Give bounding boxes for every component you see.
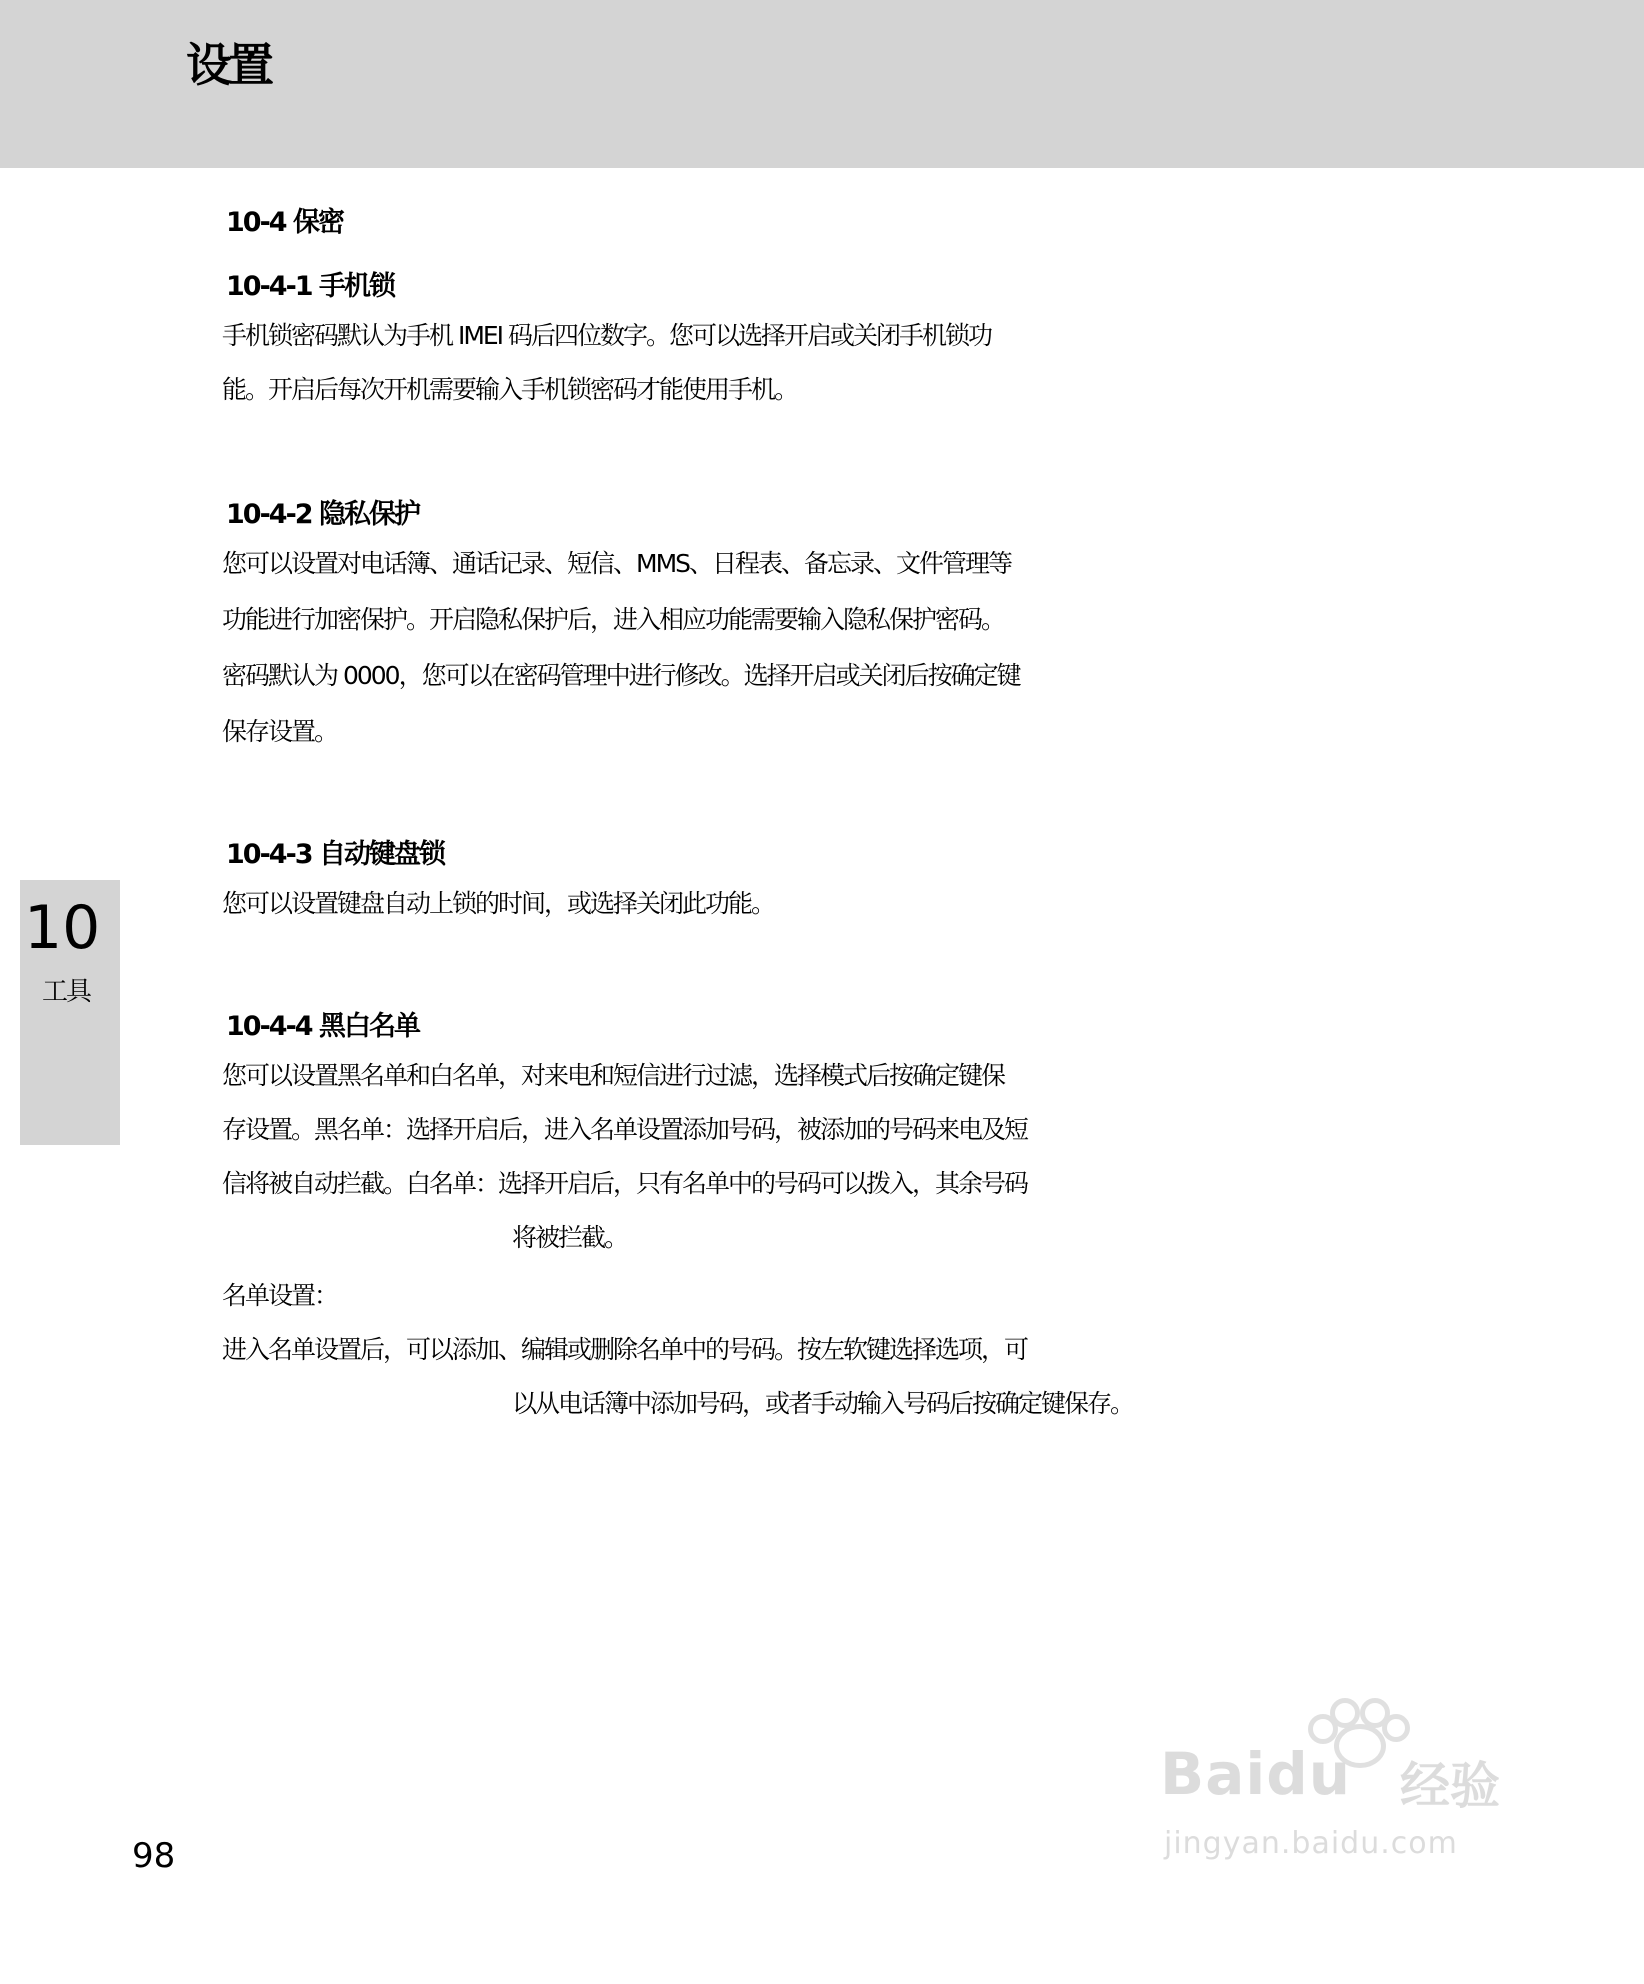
paragraph-line: 保存设置。 <box>222 717 338 746</box>
paragraph-line: 将被拦截。 <box>512 1223 628 1252</box>
paragraph-line: 功能进行加密保护。开启隐私保护后，进入相应功能需要输入隐私保护密码。 <box>222 605 1005 634</box>
watermark-cn-text: 经验 <box>1400 1757 1500 1815</box>
section-heading-10-4: 10-4 保密 <box>226 207 343 238</box>
chapter-number: 10 <box>24 893 101 963</box>
paragraph-line: 您可以设置对电话簿、通话记录、短信、MMS、日程表、备忘录、文件管理等 <box>222 549 1012 578</box>
paragraph-line: 存设置。黑名单：选择开启后，进入名单设置添加号码，被添加的号码来电及短 <box>222 1115 1028 1144</box>
paragraph-line: 手机锁密码默认为手机 IMEI 码后四位数字。您可以选择开启或关闭手机锁功 <box>222 321 992 350</box>
paragraph-line: 您可以设置键盘自动上锁的时间，或选择关闭此功能。 <box>222 889 775 918</box>
paragraph-line: 进入名单设置后，可以添加、编辑或删除名单中的号码。按左软键选择选项，可 <box>222 1335 1028 1364</box>
section-heading-10-4-4: 10-4-4 黑白名单 <box>226 1011 419 1042</box>
page-number: 98 <box>132 1836 176 1876</box>
watermark-logo: Baidu <box>1160 1740 1352 1808</box>
paragraph-line: 以从电话簿中添加号码，或者手动输入号码后按确定键保存。 <box>512 1389 1134 1418</box>
watermark <box>1160 1740 1520 1870</box>
chapter-label: 工具 <box>42 977 91 1007</box>
paragraph-line: 名单设置： <box>222 1281 338 1310</box>
section-heading-10-4-2: 10-4-2 隐私保护 <box>226 499 419 530</box>
paragraph-line: 您可以设置黑名单和白名单，对来电和短信进行过滤，选择模式后按确定键保 <box>222 1061 1005 1090</box>
section-heading-10-4-1: 10-4-1 手机锁 <box>226 271 394 302</box>
paragraph-line: 信将被自动拦截。白名单：选择开启后，只有名单中的号码可以拨入，其余号码 <box>222 1169 1028 1198</box>
section-heading-10-4-3: 10-4-3 自动键盘锁 <box>226 839 444 870</box>
paragraph-line: 密码默认为 0000，您可以在密码管理中进行修改。选择开启或关闭后按确定键 <box>222 661 1020 690</box>
page-title: 设置 <box>186 38 270 92</box>
paragraph-line: 能。开启后每次开机需要输入手机锁密码才能使用手机。 <box>222 375 798 404</box>
watermark-url: jingyan.baidu.com <box>1164 1826 1458 1861</box>
